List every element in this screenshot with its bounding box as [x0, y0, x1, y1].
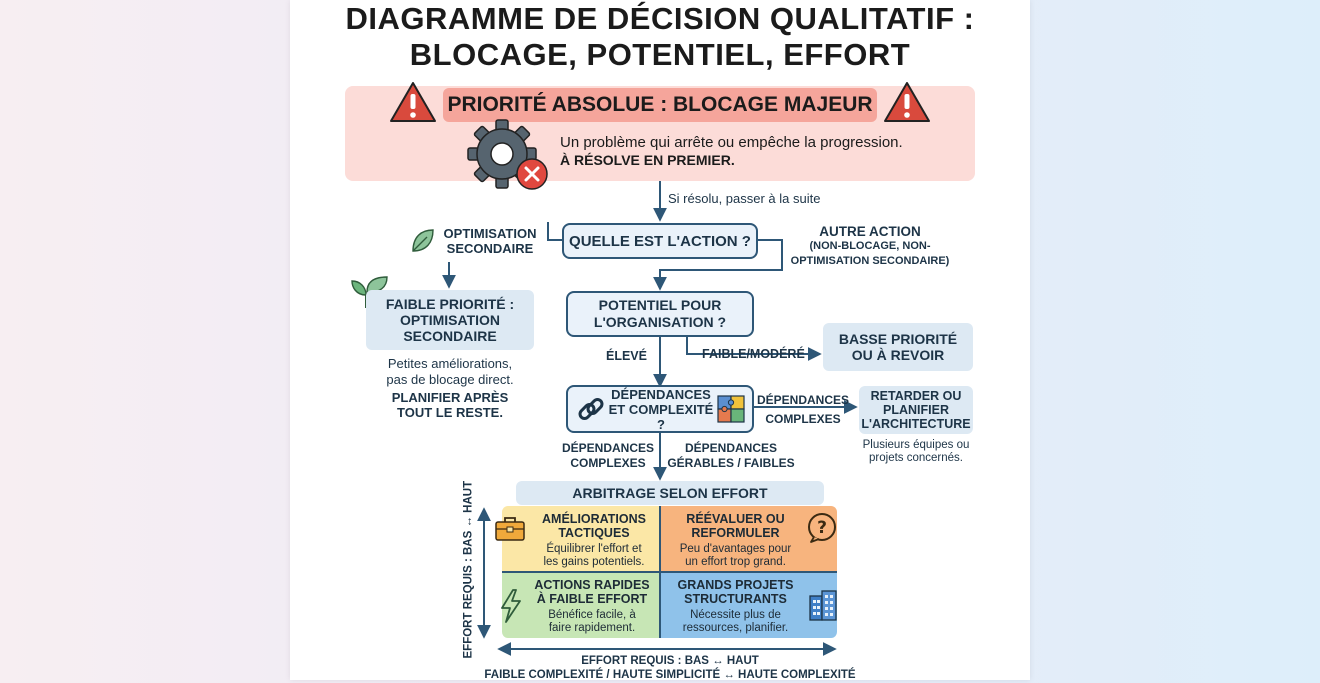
low-priority-line-3: SECONDAIRE [403, 328, 497, 344]
dep-complexes-right-2: COMPLEXES [765, 412, 841, 426]
low-priority-description [366, 356, 534, 388]
matrix-divider-horizontal [502, 571, 837, 573]
retarder-box [859, 386, 973, 434]
resolved-label: Si résolu, passer à la suite [668, 191, 821, 206]
retarder-line-1: RETARDER OU [870, 389, 962, 403]
x-axis-label-1: EFFORT REQUIS : BAS ↔ HAUT [581, 655, 759, 667]
low-priority-desc-2: pas de blocage direct. [386, 372, 514, 387]
title-line-1: DIAGRAMME DE DÉCISION QUALITATIF : [345, 1, 975, 36]
optimisation-label-line-1: OPTIMISATION [443, 226, 537, 241]
quadrant-big-projects-desc-2: ressources, planifier. [682, 622, 789, 634]
retarder-line-2: PLANIFIER [883, 403, 949, 417]
priority-description-bold: À RÉSOLVE EN PREMIER. [560, 152, 735, 168]
dep-complexes-right-1: DÉPENDANCES [756, 393, 849, 407]
chain-link-icon [576, 394, 606, 424]
potential-line-2: L'ORGANISATION ? [593, 314, 727, 330]
matrix-heading: ARBITRAGE SELON EFFORT [516, 481, 824, 505]
puzzle-icon [716, 394, 746, 424]
dep-gerables-2: GÉRABLES / FAIBLES [667, 456, 795, 470]
low-priority-box [366, 290, 534, 350]
quadrant-tactical-desc-1: Équilibrer l'effort et [546, 543, 642, 555]
basse-priorite-line-1: BASSE PRIORITÉ [838, 331, 958, 347]
quadrant-big-projects-desc-1: Nécessite plus de [690, 609, 781, 621]
y-axis-label: EFFORT REQUIS : BAS ↔ HAUT [462, 480, 475, 659]
lightning-icon [498, 588, 524, 624]
potential-box [566, 291, 754, 337]
dep-gerables-label [666, 441, 796, 471]
quadrant-big-projects-title-1: GRANDS PROJETS [677, 578, 794, 592]
potential-line-1: POTENTIEL POUR [598, 297, 722, 313]
title-line-2: BLOCAGE, POTENTIEL, EFFORT [409, 37, 911, 72]
quadrant-quick-wins-title-1: ACTIONS RAPIDES [534, 578, 650, 592]
dep-complexes-left-1: DÉPENDANCES [561, 441, 654, 455]
other-action-detail-2: OPTIMISATION SECONDAIRE) [790, 255, 950, 267]
quadrant-quick-wins-title-2: À FAIBLE EFFORT [536, 592, 648, 606]
faible-modere-label: FAIBLE/MODÉRÉ [702, 347, 805, 361]
dependencies-line-1: DÉPENDANCES [611, 386, 711, 402]
dep-complexes-right-label [756, 393, 850, 427]
priority-description: Un problème qui arrête ou empêche la progression. [560, 134, 903, 151]
dep-gerables-1: DÉPENDANCES [684, 441, 777, 455]
other-action-label [782, 224, 958, 269]
svg-text:?: ? [817, 518, 827, 538]
retarder-desc-2: projets concernés. [869, 452, 963, 464]
priority-heading: PRIORITÉ ABSOLUE : BLOCAGE MAJEUR [443, 88, 877, 122]
basse-priorite-line-2: OU À REVOIR [851, 347, 945, 363]
eleve-label: ÉLEVÉ [606, 349, 647, 363]
basse-priorite-box [823, 323, 973, 371]
question-bubble-icon [806, 512, 838, 544]
leaf-icon [409, 227, 437, 255]
x-axis-label-2: FAIBLE COMPLEXITÉ / HAUTE SIMPLICITÉ ↔ HAUTE COMPLEXITÉ [484, 669, 856, 681]
quadrant-quick-wins-desc-1: Bénéfice facile, à [548, 609, 636, 621]
dep-complexes-left-label [556, 441, 660, 471]
dependencies-text [606, 387, 716, 432]
other-action-detail-1: (NON-BLOCAGE, NON- [809, 240, 931, 252]
low-priority-advice-1: PLANIFIER APRÈS [391, 390, 509, 405]
optimisation-label [438, 226, 542, 256]
quadrant-quick-wins-desc-2: faire rapidement. [548, 622, 636, 634]
optimisation-label-line-2: SECONDAIRE [446, 241, 534, 256]
low-priority-advice-2: TOUT LE RESTE. [397, 405, 503, 420]
quadrant-quick-wins [502, 572, 660, 638]
dependencies-box [566, 385, 754, 433]
quadrant-big-projects-title-2: STRUCTURANTS [684, 592, 787, 606]
quadrant-tactical-desc-2: les gains potentiels. [543, 556, 645, 568]
question-action-text: QUELLE EST L'ACTION ? [569, 232, 751, 250]
dep-complexes-left-2: COMPLEXES [570, 456, 646, 470]
quadrant-reevaluate-desc-1: Peu d'avantages pour [679, 543, 792, 555]
retarder-desc-1: Plusieurs équipes ou [862, 439, 970, 451]
question-action-box [562, 223, 758, 259]
low-priority-desc-1: Petites améliorations, [387, 356, 513, 371]
toolbox-icon [494, 514, 526, 542]
retarder-line-3: L'ARCHITECTURE [861, 417, 971, 431]
retarder-description [850, 439, 982, 465]
building-icon [806, 588, 840, 622]
other-action-title: AUTRE ACTION [819, 224, 921, 239]
low-priority-line-2: OPTIMISATION [399, 312, 501, 328]
low-priority-line-1: FAIBLE PRIORITÉ : [385, 296, 515, 312]
dependencies-line-2: ET COMPLEXITÉ ? [608, 401, 714, 432]
low-priority-advice [366, 390, 534, 420]
quadrant-tactical-title-2: TACTIQUES [558, 526, 630, 540]
quadrant-reevaluate-title-1: RÉÉVALUER OU [686, 512, 785, 526]
quadrant-reevaluate-desc-2: un effort trop grand. [685, 556, 786, 568]
quadrant-reevaluate-title-2: REFORMULER [691, 526, 780, 540]
quadrant-tactical-title-1: AMÉLIORATIONS [542, 512, 646, 526]
